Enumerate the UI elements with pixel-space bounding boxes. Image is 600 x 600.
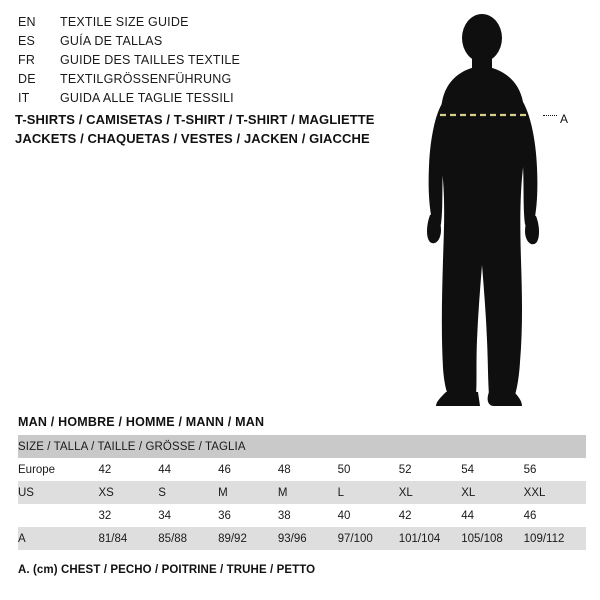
- cell-a-2: 85/88: [158, 527, 218, 550]
- cell-numeric-5: 40: [338, 504, 399, 527]
- table-footnote: A. (cm) CHEST / PECHO / POITRINE / TRUHE / PETTO: [18, 564, 316, 576]
- table-title-man: MAN / HOMBRE / HOMME / MANN / MAN: [18, 415, 265, 429]
- cell-us-3: M: [218, 481, 278, 504]
- garment-line-tshirts: T-SHIRTS / CAMISETAS / T-SHIRT / T-SHIRT / MAGLIETTE: [15, 112, 375, 127]
- cell-a-7: 105/108: [461, 527, 523, 550]
- table-header-row: [18, 435, 586, 458]
- legend-language-code: DE: [18, 72, 36, 86]
- cell-numeric-6: 42: [399, 504, 461, 527]
- legend-language-text: TEXTILGRÖSSENFÜHRUNG: [60, 72, 232, 86]
- cell-numeric-4: 38: [278, 504, 338, 527]
- cell-us-7: XL: [461, 481, 523, 504]
- cell-a-5: 97/100: [338, 527, 399, 550]
- cell-a-8: 109/112: [524, 527, 586, 550]
- cell-us-6: XL: [399, 481, 461, 504]
- garment-type-headings: [15, 110, 435, 148]
- cell-europe-8: 56: [524, 458, 586, 481]
- legend-language-code: EN: [18, 15, 36, 29]
- size-table-section: [18, 415, 586, 576]
- cell-us-5: L: [338, 481, 399, 504]
- cell-a-6: 101/104: [399, 527, 461, 550]
- cell-a-3: 89/92: [218, 527, 278, 550]
- table-row: [18, 527, 586, 550]
- garment-line-jackets: JACKETS / CHAQUETAS / VESTES / JACKEN / GIACCHE: [15, 131, 370, 146]
- table-header-label: SIZE / TALLA / TAILLE / GRÖSSE / TAGLIA: [18, 435, 586, 458]
- legend-row: [18, 53, 398, 72]
- cell-us-1: XS: [99, 481, 159, 504]
- row-label-europe: Europe: [18, 458, 99, 481]
- legend-row: [18, 34, 398, 53]
- legend-language-code: IT: [18, 91, 30, 105]
- cell-numeric-8: 46: [524, 504, 586, 527]
- measure-label-a: A: [560, 112, 569, 126]
- cell-europe-7: 54: [461, 458, 523, 481]
- measure-leader-dashes: [543, 115, 557, 116]
- legend-language-code: ES: [18, 34, 36, 48]
- row-label-us: US: [18, 481, 99, 504]
- cell-numeric-2: 34: [158, 504, 218, 527]
- table-row: [18, 481, 586, 504]
- cell-us-4: M: [278, 481, 338, 504]
- cell-europe-6: 52: [399, 458, 461, 481]
- legend-language-code: FR: [18, 53, 36, 67]
- male-silhouette-figure: [410, 10, 590, 410]
- cell-us-8: XXL: [524, 481, 586, 504]
- legend-row: [18, 72, 398, 91]
- cell-europe-5: 50: [338, 458, 399, 481]
- cell-europe-3: 46: [218, 458, 278, 481]
- row-label-a: A: [18, 527, 99, 550]
- row-label-numeric: [18, 504, 99, 527]
- silhouette-icon: [410, 10, 590, 410]
- legend-language-text: TEXTILE SIZE GUIDE: [60, 15, 189, 29]
- cell-numeric-1: 32: [99, 504, 159, 527]
- legend-language-text: GUIDE DES TAILLES TEXTILE: [60, 53, 241, 67]
- legend-row: [18, 15, 398, 34]
- cell-europe-1: 42: [99, 458, 159, 481]
- cell-us-2: S: [158, 481, 218, 504]
- legend-language-text: GUIDA ALLE TAGLIE TESSILI: [60, 91, 234, 105]
- cell-a-1: 81/84: [99, 527, 159, 550]
- cell-europe-4: 48: [278, 458, 338, 481]
- size-table: [18, 435, 586, 550]
- cell-a-4: 93/96: [278, 527, 338, 550]
- cell-europe-2: 44: [158, 458, 218, 481]
- cell-numeric-7: 44: [461, 504, 523, 527]
- legend-language-text: GUÍA DE TALLAS: [60, 34, 163, 48]
- legend-row: [18, 91, 398, 110]
- language-legend: [18, 15, 398, 110]
- table-row: [18, 504, 586, 527]
- table-row: [18, 458, 586, 481]
- cell-numeric-3: 36: [218, 504, 278, 527]
